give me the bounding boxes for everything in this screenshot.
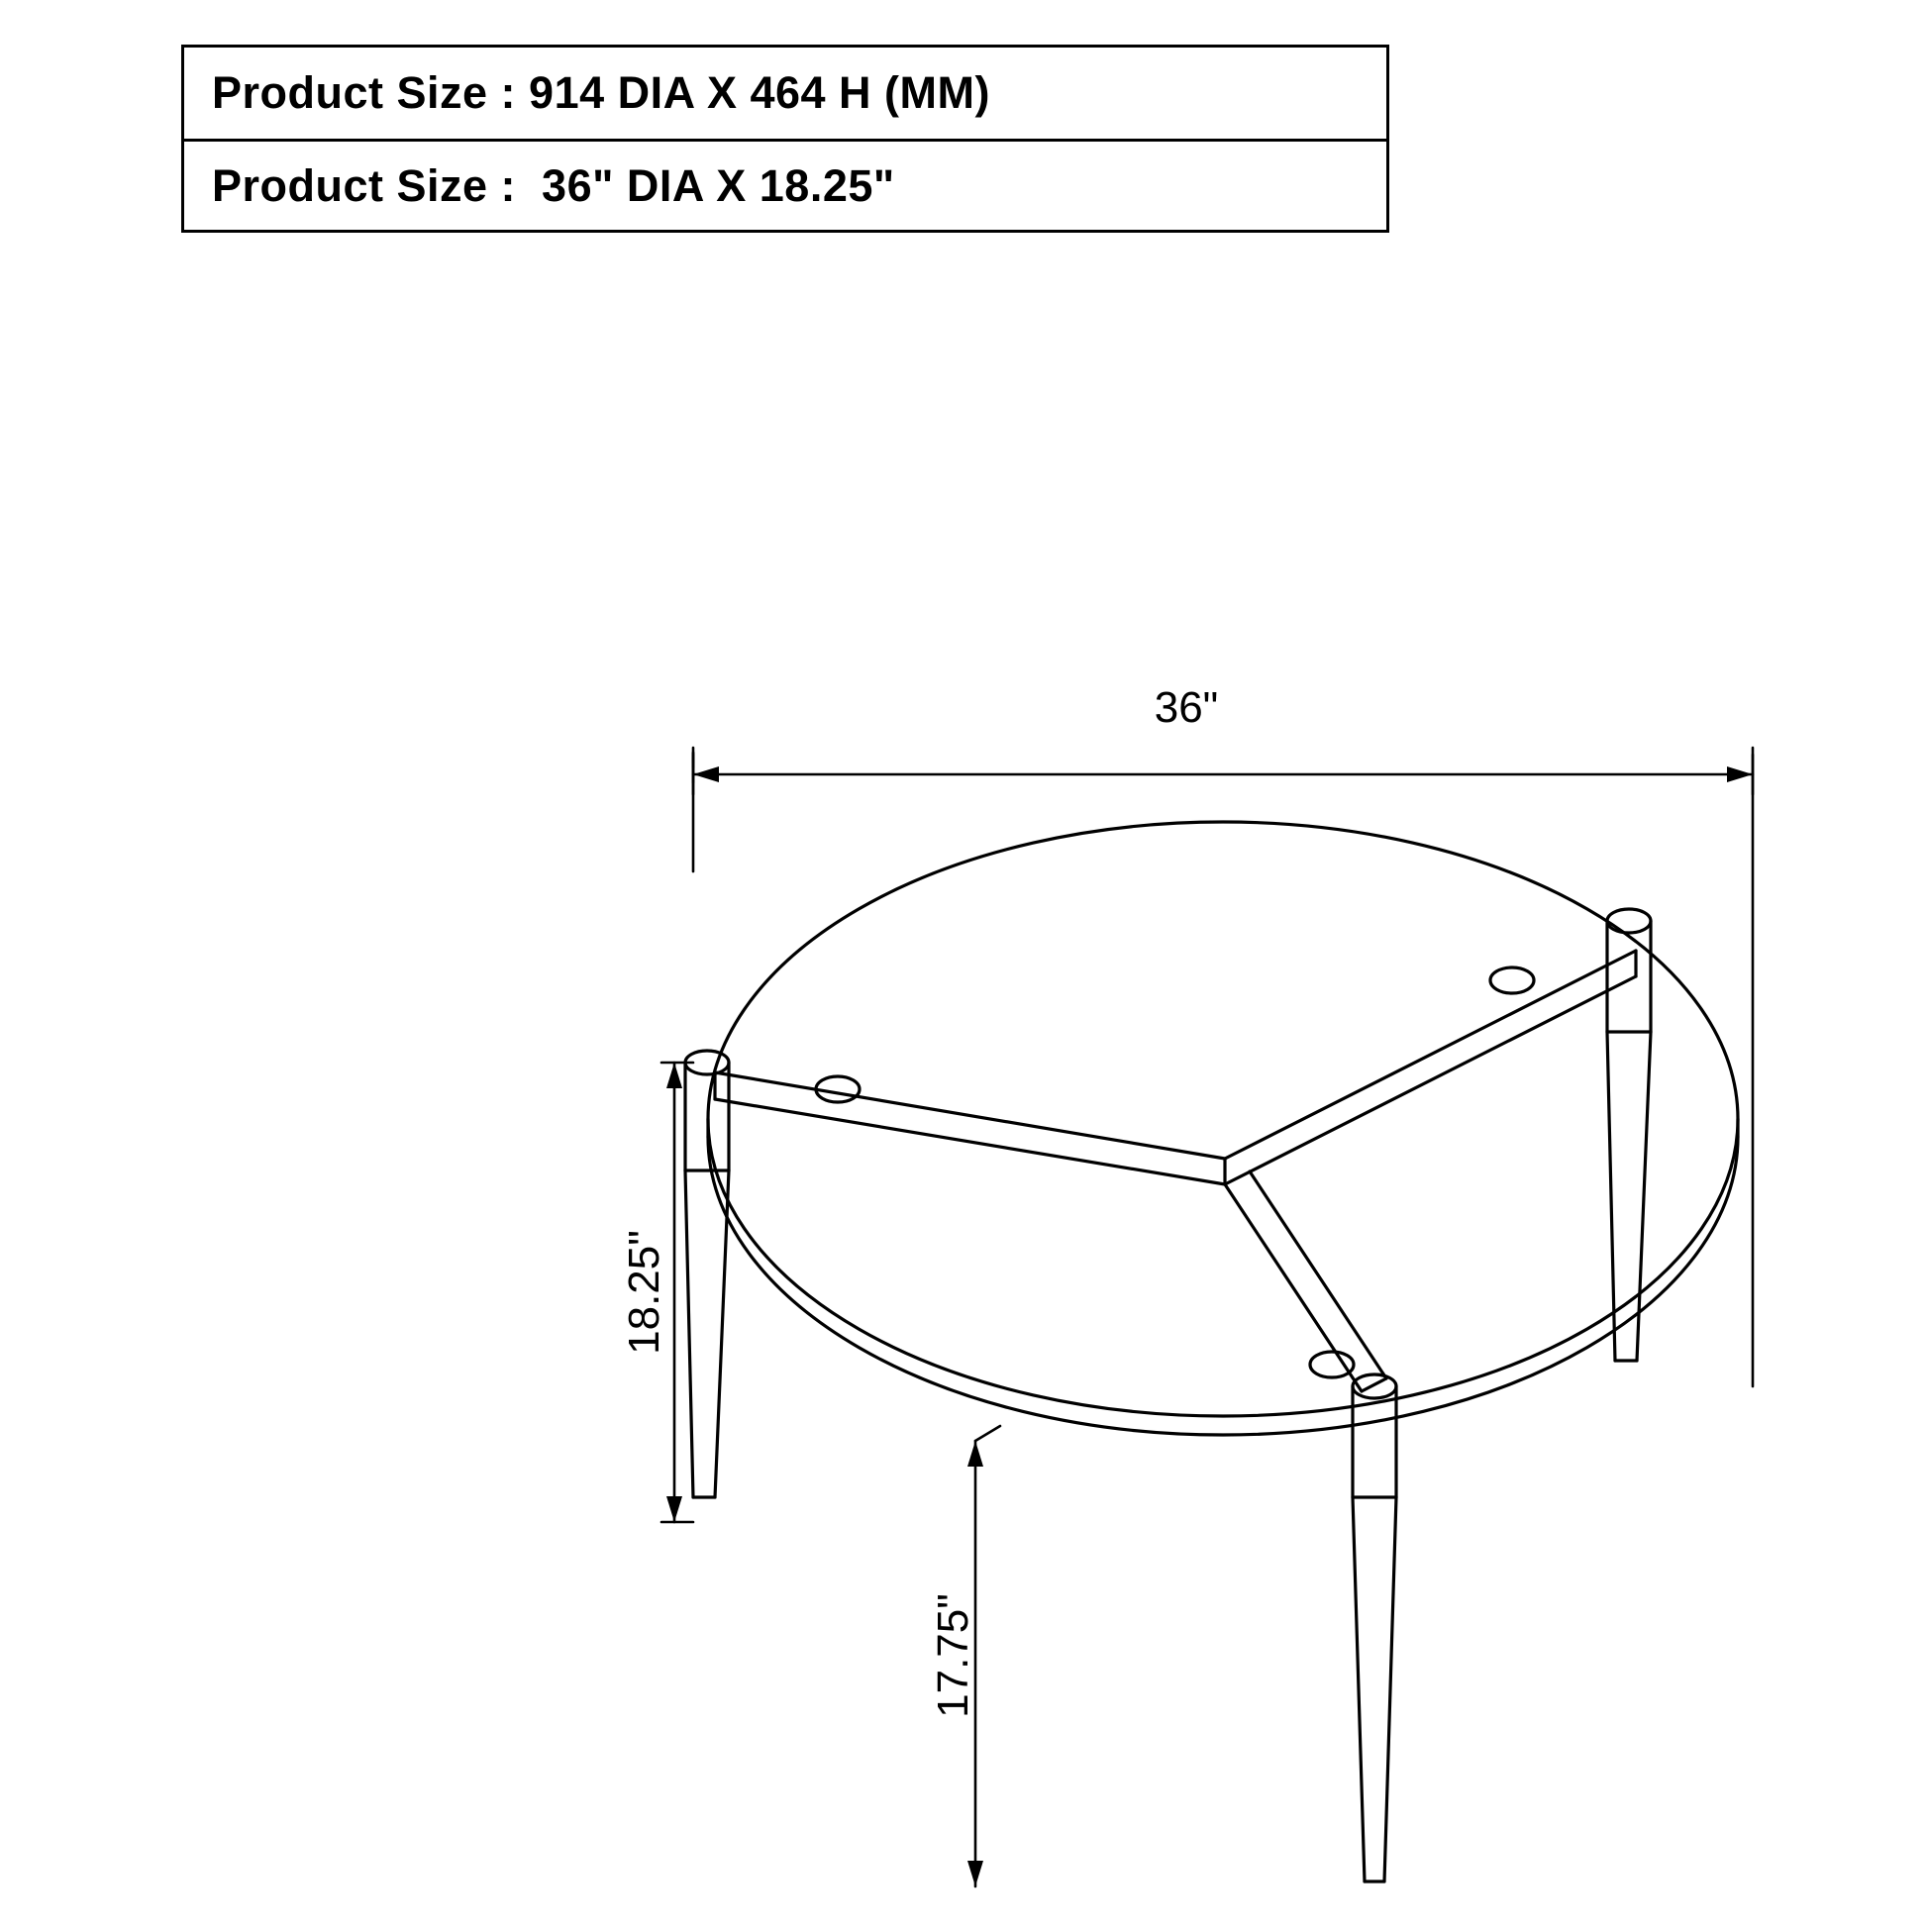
dimension-label-width: 36" xyxy=(1154,683,1219,732)
bolt-caps xyxy=(816,967,1534,1377)
dimension-label-overall-height: 18.25" xyxy=(620,1230,668,1355)
leg-bottom-center xyxy=(1353,1374,1396,1881)
product-size-inch-label: Product Size : 36" DIA X 18.25" xyxy=(212,159,895,211)
dimension-width-36 xyxy=(693,748,1753,1386)
glass-top-outer xyxy=(708,822,1738,1416)
glass-top-thickness xyxy=(708,1137,1738,1435)
dimension-label-leg-height: 17.75" xyxy=(929,1593,977,1718)
leg-upper-right xyxy=(1607,909,1651,1361)
product-size-mm-label: Product Size : 914 DIA X 464 H (MM) xyxy=(212,67,990,118)
